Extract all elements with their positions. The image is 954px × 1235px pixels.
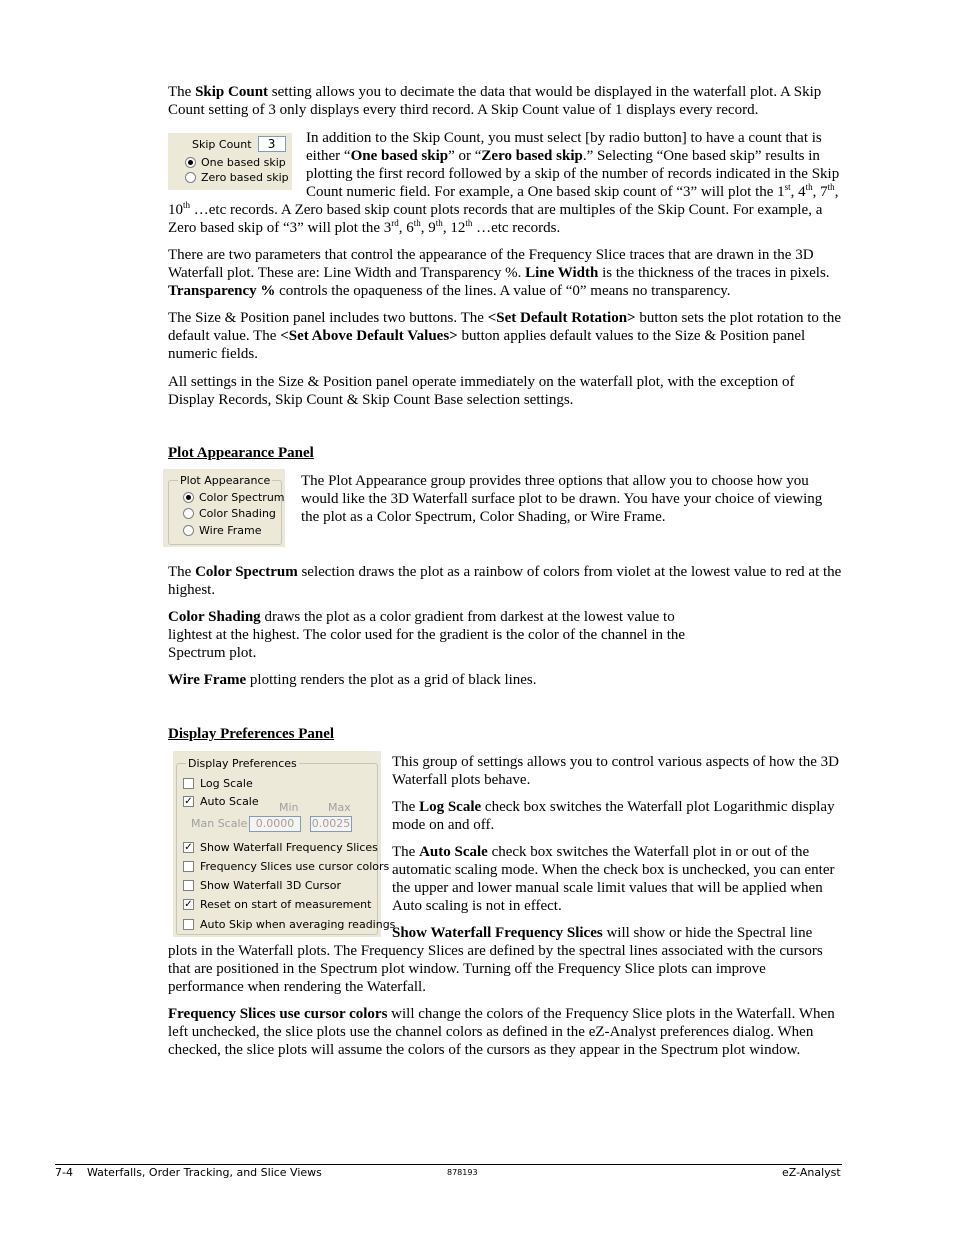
wire-frame-radio[interactable]	[183, 524, 262, 537]
display-prefs-paragraph	[392, 753, 840, 789]
footer-rule	[55, 1164, 842, 1165]
term-color-shading: Color Shading	[168, 609, 261, 625]
text: will change the colors of the Frequency Slice plots in the Waterfall. When left unchecked, the slice plots use the channel colors as defined in the eZ-Analyst preferences dialog. When checked, the slice plots will assume the colors of the cursors as they appear in the Spectrum plot window.	[168, 1006, 835, 1058]
text: There are two parameters that control the appearance of the Frequency Slice traces that are drawn in the 3D Waterfall plot. These are: Line Width and Transparency %.	[168, 247, 814, 281]
auto-scale-paragraph	[392, 843, 840, 915]
skip-count-paragraph	[168, 83, 843, 119]
checkbox-label: Frequency Slices use cursor colors	[200, 860, 390, 873]
group-label: Plot Appearance	[180, 474, 271, 487]
show-3d-cursor-checkbox[interactable]	[183, 879, 341, 892]
text: The Plot Appearance group provides three options that allow you to choose how you would like the 3D Waterfall surface plot to be drawn. You have your choice of viewing the plot as a Color Spectrum, Color Shading, or Wire Frame.	[301, 473, 823, 525]
show-slices-paragraph	[168, 924, 843, 996]
color-shading-radio[interactable]	[183, 507, 276, 520]
log-scale-checkbox[interactable]	[183, 777, 253, 790]
text: .” Selecting “One based skip” results in plotting the first record followed by a skip of the number of records indicated in the Skip Count numeric field. For example, a One based skip count of “3” will plot the 1	[306, 148, 840, 200]
group-label: Display Preferences	[188, 757, 297, 770]
text: is the thickness of the traces in pixels.	[598, 265, 830, 281]
color-spectrum-radio[interactable]	[183, 491, 285, 504]
footer-chapter: 7-4 Waterfalls, Order Tracking, and Slice Views	[55, 1166, 322, 1179]
text: , 12	[442, 220, 466, 236]
term-skip-count: Skip Count	[195, 84, 269, 100]
all-settings-paragraph	[168, 373, 843, 409]
term-set-default-rotation: <Set Default Rotation>	[487, 310, 636, 326]
ordinal: rd	[391, 218, 399, 228]
min-scale-input[interactable]: 0.0000	[249, 816, 301, 832]
footer-doc-number: 878193	[447, 1168, 478, 1177]
display-prefs-panel	[173, 751, 396, 937]
color-shading-paragraph	[168, 608, 713, 662]
man-scale-label: Man Scale	[191, 817, 248, 830]
text: button applies default values to the Size & Position panel numeric fields.	[168, 328, 806, 362]
ordinal: th	[827, 182, 835, 192]
text: All settings in the Size & Position panel operate immediately on the waterfall plot, with the exception of Display Records, Skip Count & Skip Count Base selection settings.	[168, 374, 795, 408]
ordinal: th	[435, 218, 443, 228]
term-set-above-default: <Set Above Default Values>	[280, 328, 458, 344]
wire-frame-paragraph	[168, 671, 843, 689]
skip-count-label: Skip Count	[192, 137, 252, 151]
checkbox-checked-icon: ✓	[184, 796, 193, 807]
cursor-colors-checkbox[interactable]	[183, 860, 389, 873]
size-position-paragraph	[168, 309, 843, 363]
text: , 10	[168, 184, 839, 218]
cursor-colors-paragraph	[168, 1005, 843, 1059]
skip-count-input[interactable]: 3	[258, 136, 286, 152]
text: button sets the plot rotation to the default value. The	[168, 310, 842, 344]
text: ” or “	[448, 148, 482, 164]
ordinal: th	[183, 200, 191, 210]
text: selection draws the plot as a rainbow of colors from violet at the lowest value to red at the highest.	[168, 564, 842, 598]
checkbox-unchecked-icon	[183, 861, 194, 872]
text: plotting renders the plot as a grid of black lines.	[246, 672, 537, 688]
checkbox-label: Reset on start of measurement	[200, 898, 372, 911]
log-scale-paragraph	[392, 798, 840, 834]
checkbox-label: Auto Scale	[200, 795, 259, 808]
checkbox-unchecked-icon	[183, 778, 194, 789]
reset-on-start-checkbox[interactable]	[183, 898, 371, 911]
text: , 7	[812, 184, 828, 200]
checkbox-checked-icon: ✓	[184, 899, 193, 910]
ordinal: th	[465, 218, 473, 228]
max-label: Max	[328, 801, 351, 814]
plot-appearance-heading: Plot Appearance Panel	[168, 445, 314, 461]
text: check box switches the Waterfall plot in or out of the automatic scaling mode. When the check box is unchecked, you can enter the upper and lower manual scale limit values that will be applied when Auto scaling is not in effect.	[392, 844, 835, 914]
plot-appearance-panel	[163, 469, 285, 547]
text: , 9	[420, 220, 436, 236]
radio-label: Wire Frame	[199, 524, 262, 537]
checkbox-label: Log Scale	[200, 777, 253, 790]
ordinal: th	[413, 218, 421, 228]
term-frequency-slices-cursor-colors: Frequency Slices use cursor colors	[168, 1006, 388, 1022]
text: …etc records. A Zero based skip count plots records that are multiples of the Skip Count. For example, a Zero based skip of “3” will plot the 3	[168, 202, 823, 236]
term-color-spectrum: Color Spectrum	[195, 564, 298, 580]
line-width-paragraph	[168, 246, 843, 300]
term-one-based-skip: One based skip	[350, 148, 449, 164]
term-line-width: Line Width	[525, 265, 599, 281]
text: , 6	[398, 220, 414, 236]
text: , 4	[790, 184, 806, 200]
text: …etc records.	[472, 220, 561, 236]
auto-scale-checkbox[interactable]	[183, 795, 259, 808]
radio-unselected-icon	[183, 525, 194, 536]
checkbox-label: Auto Skip when averaging readings	[200, 918, 396, 931]
display-prefs-heading: Display Preferences Panel	[168, 726, 335, 742]
radio-selected-icon	[183, 492, 194, 503]
footer-product-name: eZ-Analyst	[782, 1166, 841, 1179]
term-wire-frame: Wire Frame	[168, 672, 247, 688]
radio-label: Zero based skip	[201, 171, 289, 184]
show-frequency-slices-checkbox[interactable]	[183, 841, 378, 854]
radio-label: One based skip	[201, 156, 286, 169]
text: This group of settings allows you to control various aspects of how the 3D Waterfall plots behave.	[392, 754, 840, 788]
color-spectrum-paragraph	[168, 563, 843, 599]
checkbox-label: Show Waterfall Frequency Slices	[200, 841, 378, 854]
term-show-waterfall-frequency-slices: Show Waterfall Frequency Slices	[392, 925, 603, 941]
text: The	[392, 844, 420, 860]
checkbox-checked-icon: ✓	[184, 842, 193, 853]
radio-label: Color Spectrum	[199, 491, 285, 504]
checkbox-label: Show Waterfall 3D Cursor	[200, 879, 342, 892]
term-auto-scale: Auto Scale	[419, 844, 488, 860]
text: The Size & Position panel includes two buttons. The	[168, 310, 488, 326]
checkbox-unchecked-icon	[183, 880, 194, 891]
min-label: Min	[279, 801, 299, 814]
text: The	[168, 84, 196, 100]
radio-unselected-icon	[183, 508, 194, 519]
term-zero-based-skip: Zero based skip	[481, 148, 583, 164]
term-log-scale: Log Scale	[419, 799, 482, 815]
plot-appearance-paragraph	[301, 472, 841, 526]
text: The	[168, 564, 196, 580]
text: The	[392, 799, 420, 815]
text: setting allows you to decimate the data that would be displayed in the waterfall plot. A Skip Count setting of 3 only displays every third record. A Skip Count value of 1 displays every record.	[168, 84, 822, 118]
text: draws the plot as a color gradient from darkest at the lowest value to lightest at the highest. The color used for the gradient is the color of the channel in the Spectrum plot.	[168, 609, 686, 661]
text: In addition to the Skip Count, you must select [by radio button] to have a count that is either “	[306, 130, 822, 164]
text: will show or hide the Spectral line plots in the Waterfall plots. The Frequency Slices are defined by the spectral lines associated with the cursors that are positioned in the Spectrum plot window. Turning off the Frequency Slice plots can improve performance when rendering the Waterfall.	[168, 925, 823, 995]
max-scale-input[interactable]: 0.0025	[311, 817, 351, 830]
term-transparency: Transparency %	[168, 283, 276, 299]
text: controls the opaqueness of the lines. A value of “0” means no transparency.	[275, 283, 731, 299]
ordinal: th	[805, 182, 813, 192]
ordinal: st	[784, 182, 791, 192]
text: check box switches the Waterfall plot Logarithmic display mode on and off.	[392, 799, 835, 833]
skip-base-paragraph	[168, 129, 843, 237]
radio-label: Color Shading	[199, 507, 276, 520]
